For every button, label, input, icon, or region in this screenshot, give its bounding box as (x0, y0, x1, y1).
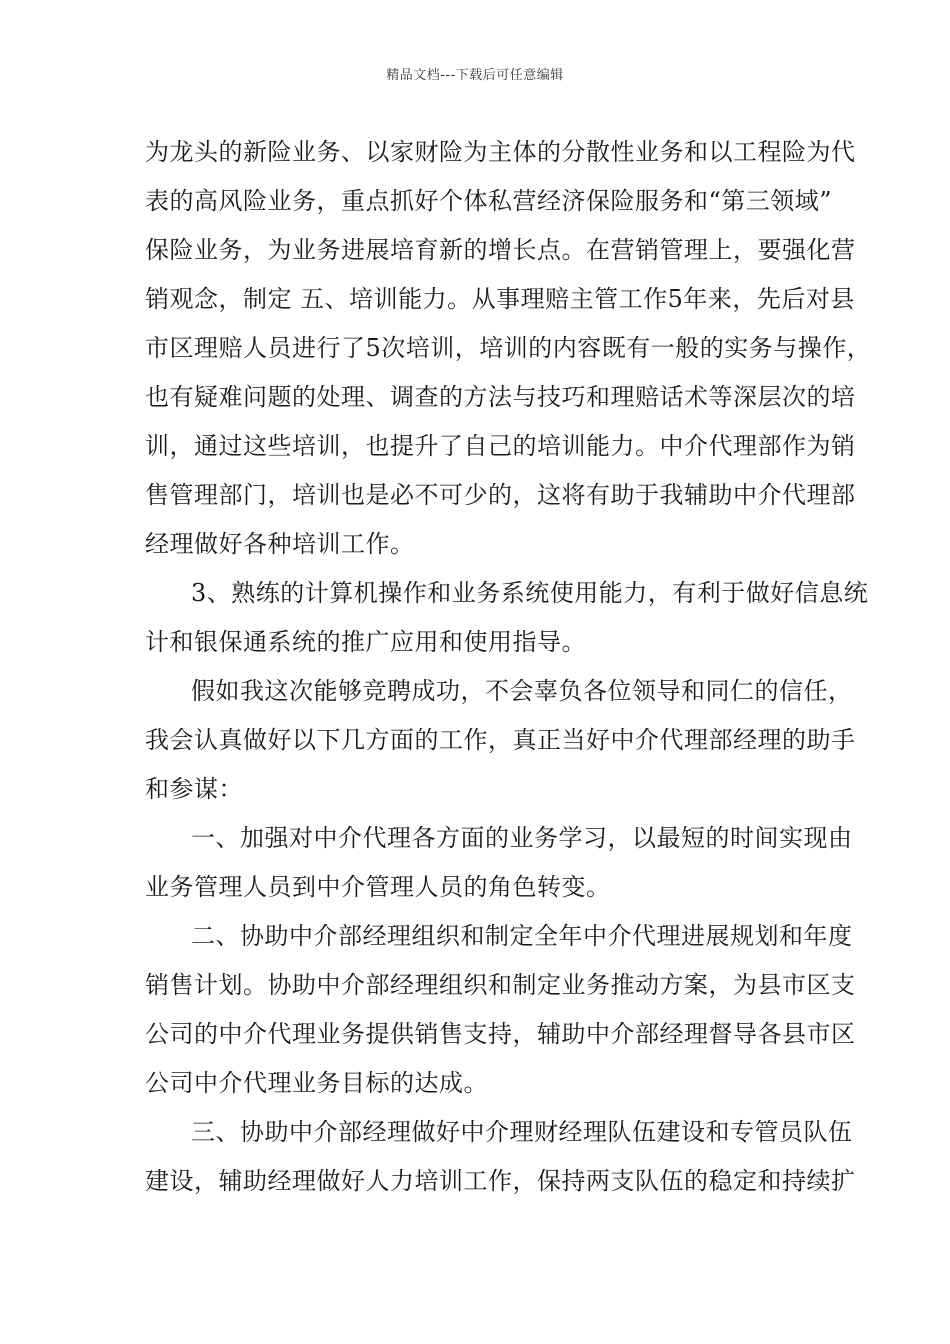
text-line: 训，通过这些培训，也提升了自己的培训能力。中介代理部作为销 (145, 432, 856, 460)
paragraph-start-line: 假如我这次能够竞聘成功，不会辜负各位领导和同仁的信任， (191, 677, 853, 705)
text-line: 和参谋： (145, 775, 243, 803)
paragraph-start-line: 二、协助中介部经理组织和制定全年中介代理进展规划和年度 (191, 922, 853, 950)
text-line: 保险业务，为业务进展培育新的增长点。在营销管理上，要强化营 (145, 236, 856, 264)
page-header: 精品文档---下载后可任意编辑 (386, 68, 564, 83)
text-line: 业务管理人员到中介管理人员的角色转变。 (145, 873, 611, 901)
text-line: 也有疑难问题的处理、调查的方法与技巧和理赔话术等深层次的培 (145, 383, 856, 411)
text-line: 市区理赔人员进行了5次培训，培训的内容既有一般的实务与操作， (145, 334, 872, 362)
text-line: 售管理部门，培训也是必不可少的，这将有助于我辅助中介代理部 (145, 481, 856, 509)
text-line: 为龙头的新险业务、以家财险为主体的分散性业务和以工程险为代 (145, 138, 856, 166)
paragraph-start-line: 一、加强对中介代理各方面的业务学习，以最短的时间实现由 (191, 824, 853, 852)
text-line: 建设，辅助经理做好人力培训工作，保持两支队伍的稳定和持续扩 (145, 1167, 856, 1195)
text-line: 公司的中介代理业务提供销售支持，辅助中介部经理督导各县市区 (145, 1020, 856, 1048)
text-line: 销售计划。协助中介部经理组织和制定业务推动方案，为县市区支 (145, 971, 856, 999)
text-line: 我会认真做好以下几方面的工作，真正当好中介代理部经理的助手 (145, 726, 856, 754)
text-line: 公司中介代理业务目标的达成。 (145, 1069, 488, 1097)
text-line: 经理做好各种培训工作。 (145, 530, 415, 558)
text-line: 表的高风险业务，重点抓好个体私营经济保险服务和“第三领域” (145, 187, 833, 215)
paragraph-start-line: 3、熟练的计算机操作和业务系统使用能力，有利于做好信息统 (191, 579, 869, 607)
text-line: 销观念，制定 五、培训能力。从事理赔主管工作5年来，先后对县 (145, 285, 855, 313)
text-line: 计和银保通系统的推广应用和使用指导。 (145, 628, 586, 656)
paragraph-start-line: 三、协助中介部经理做好中介理财经理队伍建设和专管员队伍 (191, 1118, 853, 1146)
document-body (145, 128, 872, 1206)
